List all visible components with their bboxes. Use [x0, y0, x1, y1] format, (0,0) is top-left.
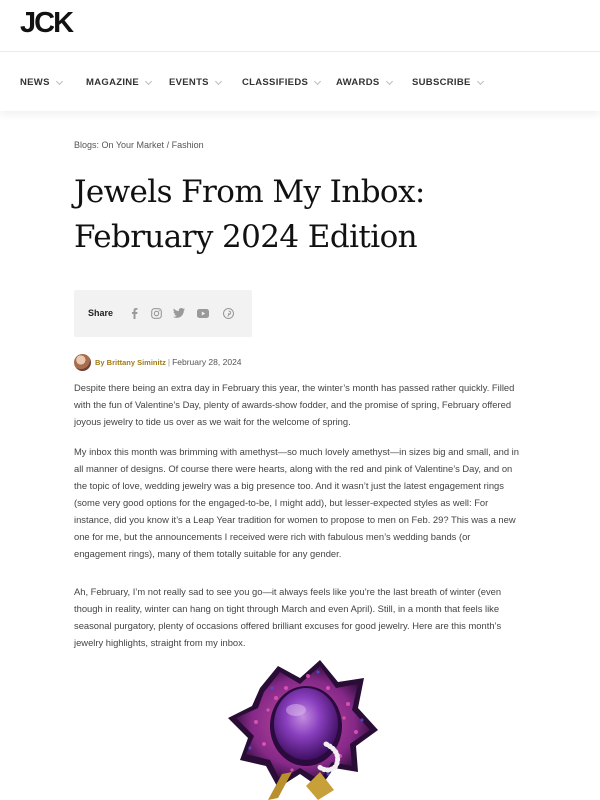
- youtube-icon[interactable]: [197, 307, 209, 319]
- nav-item-label: CLASSIFIEDS: [242, 77, 309, 88]
- breadcrumb-category-link[interactable]: Fashion: [171, 140, 204, 150]
- publish-date: February 28, 2024: [172, 357, 242, 367]
- breadcrumb-separator: /: [166, 140, 170, 150]
- chevron-down-icon: [145, 77, 152, 84]
- article-paragraph: Despite there being an extra day in February this year, the winter’s month has passed rather quickly. Filled with the fun of Valentine’s Day, plenty of awards-show fodder, and the promise of spring, February offered joyous jewelry to tide us over as we wait for the welcome of spring.: [74, 382, 515, 427]
- nav-item-magazine[interactable]: [86, 77, 151, 88]
- author-avatar: [74, 354, 91, 371]
- chevron-down-icon: [56, 77, 63, 84]
- breadcrumb-section-link[interactable]: Blogs: On Your Market: [74, 140, 165, 150]
- nav-item-label: MAGAZINE: [86, 77, 140, 88]
- nav-item-label: SUBSCRIBE: [412, 77, 471, 88]
- pinterest-icon[interactable]: [222, 307, 234, 319]
- article-paragraph: Ah, February, I’m not really sad to see you go—it always feels like you’re the last breath of winter (even though in reality, winter can hang on tight through March and even April). Still, in a month that feels like seasonal purgatory, plenty of occasions offered brilliant excuses for good jewelry. Here are this month’s jewelry highlights, straight from my inbox.: [74, 586, 502, 648]
- breadcrumb: [74, 140, 204, 150]
- article-title: Jewels From My Inbox: February 2024 Edition: [74, 174, 425, 255]
- share-label: Share: [88, 308, 114, 318]
- nav-item-label: EVENTS: [169, 77, 209, 88]
- article-paragraph: My inbox this month was brimming with amethyst—so much lovely amethyst—in sizes big and small, and in all manner of designs. Of course there were hearts, along with the red and pink of Valentine’s Day, and on the topic of love, wedding jewelry was a big presence too. And it wasn’t just the latest engagement rings (some very good options for the engaged-to-be, I might add), but lesser-expected styles as well: For instance, did you know it’s a Leap Year tradition for women to propose to men on Feb. 29? This was a new one for me, but the announcements I received were rich with fabulous men’s wedding bands (or engagement rings), many of them totally suitable for any gender.: [74, 446, 519, 559]
- nav-item-label: NEWS: [20, 77, 50, 88]
- share-bar: [74, 290, 252, 337]
- nav-item-news[interactable]: [20, 77, 62, 88]
- instagram-icon[interactable]: [150, 307, 162, 319]
- chevron-down-icon: [385, 77, 392, 84]
- facebook-icon[interactable]: [128, 307, 140, 319]
- nav-item-subscribe[interactable]: [412, 77, 483, 88]
- main-nav: [0, 53, 600, 111]
- article-byline: [74, 353, 242, 371]
- nav-item-classifieds[interactable]: [242, 77, 320, 88]
- article-image-amethyst-ring: [208, 648, 394, 800]
- nav-item-label: AWARDS: [336, 77, 380, 88]
- byline-separator: |: [167, 357, 171, 367]
- chevron-down-icon: [477, 77, 484, 84]
- chevron-down-icon: [314, 77, 321, 84]
- chevron-down-icon: [215, 77, 222, 84]
- jck-logo[interactable]: JCK: [20, 7, 73, 39]
- nav-item-events[interactable]: [169, 77, 221, 88]
- nav-item-awards[interactable]: [336, 77, 392, 88]
- twitter-icon[interactable]: [173, 307, 185, 319]
- author-link[interactable]: By Brittany Siminitz: [95, 357, 166, 367]
- site-header: [0, 0, 600, 52]
